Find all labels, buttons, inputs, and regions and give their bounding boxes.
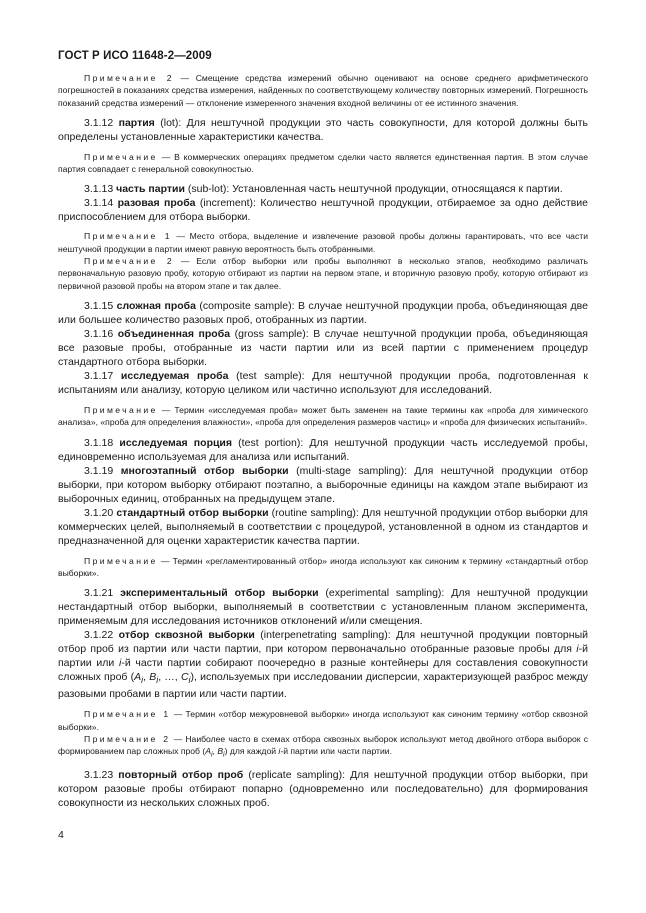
term-name: многоэтапный отбор выборки [120,464,289,477]
term-name: сложная проба [116,299,196,312]
term-name: повторный отбор проб [118,769,244,782]
document-body [58,72,588,810]
term-3-1-17: 3.1.17 исследуемая проба (test sample): Для нештучной продукции проба, подготовленная к испытаниям или анализу, которую целиком или частично используют для исследований. [58,369,588,396]
note-label: Примечание [84,404,158,415]
term-name: стандартный отбор выборки [116,506,269,519]
page-number: 4 [58,829,64,841]
note-paragraph: Примечание 2 — Наиболее часто в схемах отбора сквозных выборок используют метод двойного отбора выборок с формированием пар сложных проб ($A_i$, $B_i$) для каждой i-й партии или части партии. [58,733,588,759]
term-name: отбор сквозной выборки [118,629,255,642]
note-label: Примечание [84,151,158,162]
term-3-1-15: 3.1.15 сложная проба (composite sample): В случае нештучной продукции проба, объединяющая две или большее количество разовых проб, отобранных из партии. [58,299,588,326]
term-3-1-20: 3.1.20 стандартный отбор выборки (routine sampling): Для нештучной продукции отбор выборки для коммерческих целей, выполняемый в соответствии с процедурой, установленной в одном из стандартов и предназначенной для оценки характеристик качества партии. [58,506,588,547]
term-3-1-21: 3.1.21 экспериментальный отбор выборки (experimental sampling): Для нештучной продукции нестандартный отбор выборки, выполняемый в соответствии с установленным планом эксперимента, применяемым для исследования источников отклонений и/или смещения. [58,587,588,628]
note-label: Примечание 1 [84,709,171,720]
note-label: Примечание 2 [84,256,175,267]
note-paragraph: Примечание 2 — Если отбор выборки или пробы выполняют в несколько этапов, необходимо различать первоначальную разовую пробу, которую отбирают из партии на первом этапе, и вторичную разовую пробу, которую отбирают из первичной разовой пробы на втором этапе и так далее. [58,256,588,291]
note-paragraph: Примечание 1 — Термин «отбор межуровневой выборки» иногда используют как синоним термину «отбор сквозной выборки». [58,709,588,732]
note-label: Примечание 2 [84,73,174,83]
term-name: разовая проба [117,197,196,210]
term-3-1-16: 3.1.16 объединенная проба (gross sample): В случае нештучной продукции проба, объединяющая все разовые пробы, отобранные из части партии или из всей партии с применением процедур стандартного отбора выборки. [58,327,588,368]
term-3-1-12: 3.1.12 партия (lot): Для нештучной продукции это часть совокупности, для которой должны быть определены установленные характеристики качества. [58,116,588,143]
note-paragraph: Примечание 1 — Место отбора, выделение и извлечение разовой пробы должны гарантировать, что все части нештучной продукции в партии имеют равную вероятность быть отобранными. [58,231,588,254]
document-header: ГОСТ Р ИСО 11648-2—2009 [58,50,212,62]
note-label: Примечание 1 [84,231,172,242]
term-3-1-19: 3.1.19 многоэтапный отбор выборки (multi-stage sampling): Для нештучной продукции отбор выборки, при котором выборку отбирают поэтапно, а выборочные единицы на каждом этапе выбирают из выборочных единиц, отобранных на предыдущем этапе. [58,464,588,505]
term-3-1-22: 3.1.22 отбор сквозной выборки (interpenetrating sampling): Для нештучной продукции повторный отбор проб из партии или части партии, при котором первоначально отобранные разовые пробы для i-й партии или i-й части партии собирают поочередно в разные контейнеры для составления совокупности сложных проб ($A_i$, $B_i$, …, $C_i$), используемых при исследовании дисперсии, характеризующей разброс между разовыми пробами в партии или части партии. [58,629,588,701]
term-3-1-14: 3.1.14 разовая проба (increment): Количество нештучной продукции, отбираемое за одно действие приспособлением для отбора выборки. [58,197,588,224]
term-name: объединенная проба [117,327,231,340]
term-name: часть партии [116,183,185,196]
term-name: исследуемая проба [120,369,229,382]
term-3-1-18: 3.1.18 исследуемая порция (test portion): Для нештучной продукции часть исследуемой пробы, единовременно используемая для анализа или испытаний. [58,436,588,463]
note-paragraph: Примечание — Термин «регламентированный отбор» иногда используют как синоним к термину «стандартный отбор выборки». [58,555,588,578]
note-paragraph: Примечание 2 — Смещение средства измерений обычно оценивают на основе среднего арифметического погрешностей в показаниях средства измерения, найденных по соответствующему количеству повторных измерений. Погрешность показаний средства измерений — отклонение измеренного значения входной величины от ее истинного значения. [58,73,588,108]
term-name: экспериментальный отбор выборки [120,587,319,600]
note-label: Примечание 2 [84,733,171,744]
note-label: Примечание [84,555,158,566]
note-paragraph: Примечание — В коммерческих операциях предметом сделки часто является единственная партия. В этом случае партия совпадает с генеральной совокупностью. [58,151,588,175]
term-3-1-13: 3.1.13 часть партии (sub-lot): Установленная часть нештучной продукции, относящаяся к партии. [84,183,563,196]
term-3-1-23: 3.1.23 повторный отбор проб (replicate sampling): Для нештучной продукции отбор выборки, при котором разовые пробы отбирают попарно (одновременно или последовательно) для формирования совокупности из нескольких сложных проб. [58,769,589,810]
term-name: исследуемая порция [119,436,233,449]
note-paragraph: Примечание — Термин «исследуемая проба» может быть заменен на такие термины как «проба для химического анализа», «проба для определения влажности», «проба для определения размеров частиц» и «проба для физических испытаний». [58,404,588,428]
term-name: партия [118,116,155,129]
